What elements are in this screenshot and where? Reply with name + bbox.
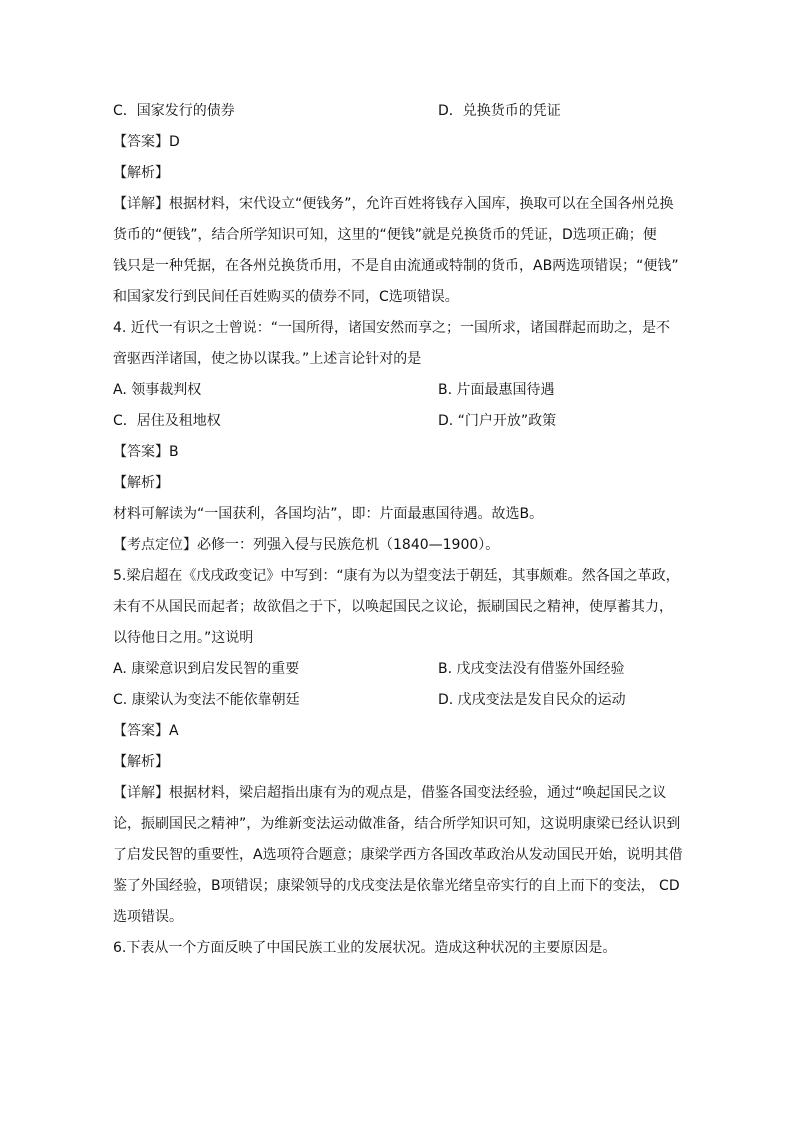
q5-option-a: A. 康梁意识到启发民智的重要 — [113, 661, 300, 677]
q3-option-d: D．兑换货币的凭证 — [438, 103, 561, 119]
q3-answer-tag: 【答案】 — [113, 134, 169, 150]
q3-detail-line-4: 和国家发行到民间任百姓购买的债券不同，C选项错误。 — [113, 289, 459, 305]
q5-detail-line-3: 了启发民智的重要性，A选项符合题意；康梁学西方各国改革政治从发动国民开始，说明其借 — [113, 847, 683, 863]
q4-answer-tag: 【答案】 — [113, 444, 169, 460]
q4-option-b: B. 片面最惠国待遇 — [438, 382, 555, 398]
q4-exam-point-tag: 【考点定位】 — [113, 537, 197, 553]
page-content — [113, 96, 683, 964]
q5-answer-value: A — [169, 723, 179, 739]
q4-options-row-cd — [113, 406, 683, 437]
q3-option-c: C．国家发行的债券 — [113, 103, 235, 119]
q5-option-c: C. 康梁认为变法不能依靠朝廷 — [113, 692, 300, 708]
q4-analysis-tag: 【解析】 — [113, 475, 169, 491]
q4-answer-value: B — [169, 444, 179, 460]
q5-stem-line-2: 未有不从国民而起者；故欲倡之于下，以唤起国民之议论，振刷国民之精神，使厚蓄其力， — [113, 599, 673, 615]
q5-detail-line-1 — [113, 778, 683, 809]
q5-option-d: D. 戊戌变法是发自民众的运动 — [438, 692, 626, 708]
q3-detail-line-2: 货币的“便钱”，结合所学知识可知，这里的“便钱”就是兑换货币的凭证，D选项正确；便 — [113, 227, 657, 243]
q3-options-row-cd — [113, 96, 683, 127]
q4-option-d: D. “门户开放”政策 — [438, 413, 557, 429]
q4-exam-point — [113, 530, 683, 561]
q3-detail-tag: 【详解】 — [113, 196, 169, 212]
q4-option-c: C．居住及租地权 — [113, 413, 221, 429]
q5-options-row-ab — [113, 654, 683, 685]
q5-options-row-cd — [113, 685, 683, 716]
q4-stem-line-2: 啻驱西洋诸国，使之协以谋我。”上述言论针对的是 — [113, 351, 422, 367]
q3-detail-line-3: 钱只是一种凭据，在各州兑换货币用，不是自由流通或特制的货币，AB两选项错误；“便钱” — [113, 258, 679, 274]
q4-stem-line-1: 4. 近代一有识之士曾说：“一国所得，诸国安然而享之；一国所求，诸国群起而助之，是不 — [113, 320, 671, 336]
q5-detail-line-2: 论，振刷国民之精神”，为维新变法运动做准备，结合所学知识可知，这说明康梁已经认识到 — [113, 816, 681, 832]
q5-option-b: B. 戊戌变法没有借鉴外国经验 — [438, 661, 625, 677]
q5-detail-tag: 【详解】 — [113, 785, 169, 801]
q6-stem: 6.下表从一个方面反映了中国民族工业的发展状况。造成这种状况的主要原因是。 — [113, 940, 617, 956]
q5-detail-line-5: 选项错误。 — [113, 909, 183, 925]
q5-answer-tag: 【答案】 — [113, 723, 169, 739]
q5-analysis-tag: 【解析】 — [113, 754, 169, 770]
q5-detail-line-4: 鉴了外国经验，B项错误；康梁领导的戊戌变法是依靠光绪皇帝实行的自上而下的变法， CD — [113, 878, 680, 894]
q4-options-row-ab — [113, 375, 683, 406]
q4-analysis-text: 材料可解读为“一国获利，各国均沾”，即：片面最惠国待遇。故选B。 — [113, 506, 544, 522]
q5-answer — [113, 716, 683, 747]
q5-stem-line-1: 5.梁启超在《戊戌政变记》中写到：“康有为以为望变法于朝廷，其事颇难。然各国之革政， — [113, 568, 680, 584]
q5-stem-line-3: 以待他日之用。”这说明 — [113, 630, 254, 646]
q4-answer — [113, 437, 683, 468]
q3-detail-text-1: 根据材料，宋代设立“便钱务”，允许百姓将钱存入国库，换取可以在全国各州兑换 — [169, 196, 674, 212]
q3-detail-line-1 — [113, 189, 683, 220]
q4-option-a: A. 领事裁判权 — [113, 382, 202, 398]
q3-analysis-tag: 【解析】 — [113, 165, 169, 181]
q4-exam-point-text: 必修一：列强入侵与民族危机（1840—1900）。 — [197, 537, 500, 553]
q3-answer-value: D — [169, 134, 180, 150]
q5-detail-text-1: 根据材料，梁启超指出康有为的观点是，借鉴各国变法经验，通过“唤起国民之议 — [169, 785, 667, 801]
q3-answer — [113, 127, 683, 158]
